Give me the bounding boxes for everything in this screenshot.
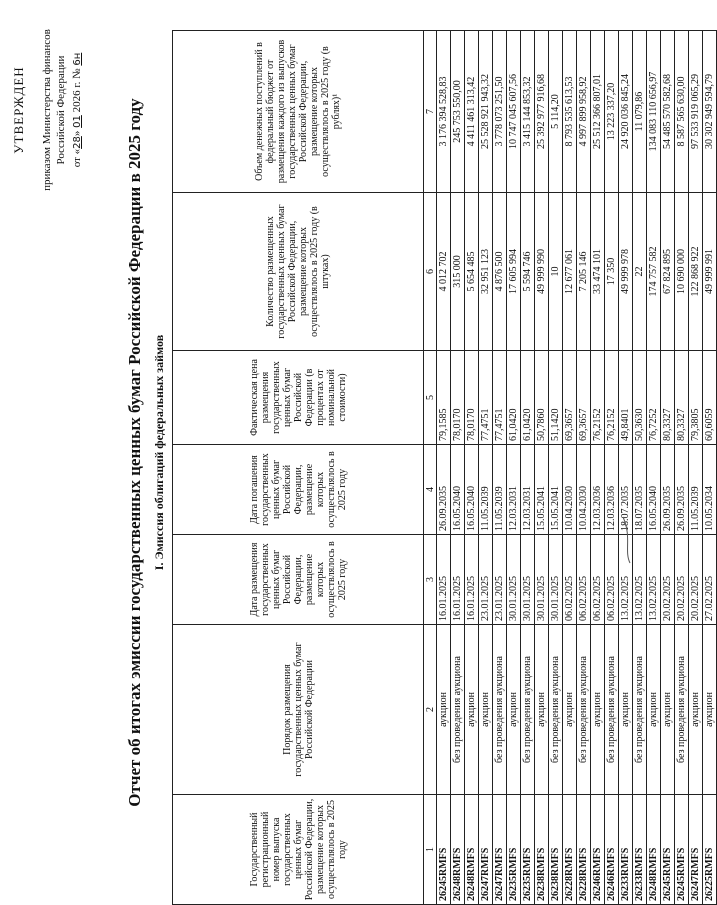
amount-cell: 8 587 565 630,00 <box>675 31 689 193</box>
price-cell: 78,0170 <box>451 351 465 445</box>
table-row <box>577 31 591 905</box>
price-cell: 80,3327 <box>675 351 689 445</box>
reg-number-cell: 26245RMFS <box>437 795 451 905</box>
maturity-date-cell: 11.05.2039 <box>493 445 507 535</box>
section-title: I. Эмиссия облигаций федеральных займов <box>152 334 166 571</box>
table-row <box>437 31 451 905</box>
placement-date-cell: 20.02.2025 <box>689 535 703 625</box>
maturity-date-cell: 16.05.2040 <box>647 445 661 535</box>
placement-date-cell: 16.01.2025 <box>437 535 451 625</box>
reg-number-cell: 26248RMFS <box>647 795 661 905</box>
placement-order-cell: без проведения аукциона <box>605 625 619 795</box>
table-row <box>493 31 507 905</box>
amount-cell: 3 778 073 251,50 <box>493 31 507 193</box>
amount-cell: 25 528 921 943,32 <box>479 31 493 193</box>
quantity-cell: 5 654 485 <box>465 193 479 351</box>
reg-number-cell: 26247RMFS <box>493 795 507 905</box>
amount-cell: 25 512 366 807,01 <box>591 31 605 193</box>
approval-date <box>70 15 85 205</box>
reg-number-cell: 26228RMFS <box>563 795 577 905</box>
maturity-date-cell: 12.03.2036 <box>605 445 619 535</box>
header-cell: Объем денежных поступлений в федеральный бюджет от размещения каждого из выпусков государственных ценных бумаг Российской Федерации, размещение которых осуществлялось в 2025 году (в рублях)¹ <box>173 31 424 193</box>
amount-cell: 5 114,20 <box>549 31 563 193</box>
report-title: Отчет об итогах эмиссии государственных ценных бумаг Российской Федерации в 2025 году <box>125 98 144 807</box>
approval-line-1: приказом Министерства финансов <box>41 29 53 191</box>
approval-line-2: Российской Федерации <box>55 55 67 165</box>
table-row <box>535 31 549 905</box>
price-cell: 61,0420 <box>507 351 521 445</box>
placement-date-cell: 20.02.2025 <box>675 535 689 625</box>
maturity-date-cell: 10.05.2034 <box>703 445 717 535</box>
amount-cell: 245 753 550,00 <box>451 31 465 193</box>
quantity-cell: 7 205 146 <box>577 193 591 351</box>
column-number: 3 <box>424 535 437 625</box>
table-row <box>465 31 479 905</box>
amount-cell: 3 176 394 528,83 <box>437 31 451 193</box>
placement-date-cell: 20.02.2025 <box>661 535 675 625</box>
price-cell: 49,8401 <box>619 351 633 445</box>
approval-title: УТВЕРЖДЕН <box>11 66 26 154</box>
table-row <box>675 31 689 905</box>
placement-date-cell: 06.02.2025 <box>605 535 619 625</box>
amount-cell: 3 415 144 853,32 <box>521 31 535 193</box>
quantity-cell: 174 757 582 <box>647 193 661 351</box>
table-row <box>619 31 633 905</box>
amount-cell: 10 747 045 607,56 <box>507 31 521 193</box>
header-cell: Фактическая цена размещения государственных ценных бумаг Российской Федерации (в процентах от номинальной стоимости) <box>173 351 424 445</box>
maturity-date-cell: 26.09.2035 <box>661 445 675 535</box>
price-cell: 77,4751 <box>493 351 507 445</box>
price-cell: 60,6059 <box>703 351 717 445</box>
maturity-date-cell: 12.03.2031 <box>521 445 535 535</box>
quantity-cell: 49 999 978 <box>619 193 633 351</box>
quantity-cell: 5 594 746 <box>521 193 535 351</box>
table-row <box>689 31 703 905</box>
header-cell: Дата погашения государственных ценных бумаг Российской Федерации, размещение которых осуществлялось в 2025 году <box>173 445 424 535</box>
price-cell: 80,3327 <box>661 351 675 445</box>
placement-date-cell: 13.02.2025 <box>633 535 647 625</box>
placement-order-cell: аукцион <box>507 625 521 795</box>
placement-date-cell: 23.01.2025 <box>493 535 507 625</box>
reg-number-cell: 26233RMFS <box>633 795 647 905</box>
reg-number-cell: 26228RMFS <box>577 795 591 905</box>
date-year: 2026 г. № <box>71 68 83 113</box>
quantity-cell: 32 951 123 <box>479 193 493 351</box>
reg-number-cell: 26225RMFS <box>703 795 717 905</box>
quantity-cell: 4 876 500 <box>493 193 507 351</box>
reg-number-cell: 26245RMFS <box>661 795 675 905</box>
placement-date-cell: 30.01.2025 <box>549 535 563 625</box>
header-cell: Дата размещения государственных ценных бумаг Российской Федерации, размещение которых осуществлялось в 2025 году <box>173 535 424 625</box>
column-number: 6 <box>424 193 437 351</box>
placement-order-cell: аукцион <box>647 625 661 795</box>
maturity-date-cell: 26.09.2035 <box>675 445 689 535</box>
column-number-row <box>424 31 437 905</box>
reg-number-cell: 26247RMFS <box>479 795 493 905</box>
reg-number-cell: 26246RMFS <box>591 795 605 905</box>
table-row <box>647 31 661 905</box>
date-prefix: от « <box>71 148 83 168</box>
quantity-cell: 4 012 702 <box>437 193 451 351</box>
placement-order-cell: без проведения аукциона <box>577 625 591 795</box>
maturity-date-cell: 11.05.2039 <box>689 445 703 535</box>
reg-number-cell: 26247RMFS <box>689 795 703 905</box>
price-cell: 79,1585 <box>437 351 451 445</box>
maturity-date-cell: 11.05.2039 <box>479 445 493 535</box>
placement-order-cell: аукцион <box>563 625 577 795</box>
date-mid: » <box>71 130 83 137</box>
header-cell: Количество размещенных государственных ценных бумаг Российской Федерации, размещение которых осуществлялось в 2025 году (в штуках) <box>173 193 424 351</box>
amount-cell: 97 533 919 065,29 <box>689 31 703 193</box>
quantity-cell: 10 <box>549 193 563 351</box>
placement-date-cell: 23.01.2025 <box>479 535 493 625</box>
table-body <box>437 31 717 905</box>
table-row <box>507 31 521 905</box>
placement-date-cell: 13.02.2025 <box>647 535 661 625</box>
amount-cell: 25 392 977 916,68 <box>535 31 549 193</box>
placement-order-cell: аукцион <box>619 625 633 795</box>
table-row <box>633 31 647 905</box>
table-row <box>521 31 535 905</box>
placement-order-cell: без проведения аукциона <box>633 625 647 795</box>
reg-number-cell: 26235RMFS <box>521 795 535 905</box>
quantity-cell: 17 350 <box>605 193 619 351</box>
price-cell: 76,2152 <box>605 351 619 445</box>
placement-order-cell: аукцион <box>535 625 549 795</box>
reg-number-cell: 26233RMFS <box>619 795 633 905</box>
reg-number-cell: 26248RMFS <box>451 795 465 905</box>
placement-order-cell: без проведения аукциона <box>451 625 465 795</box>
placement-date-cell: 27.02.2025 <box>703 535 717 625</box>
table-row <box>549 31 563 905</box>
amount-cell: 134 083 110 656,97 <box>647 31 661 193</box>
date-day: 28 <box>72 136 83 149</box>
quantity-cell: 315 000 <box>451 193 465 351</box>
quantity-cell: 49 999 991 <box>703 193 717 351</box>
price-cell: 69,3657 <box>563 351 577 445</box>
header-cell: Государственный регистрационный номер выпуска государственных ценных бумаг Российской Федерации, размещение которых осуществлялось в 2025 году <box>173 795 424 905</box>
table-row <box>563 31 577 905</box>
placement-order-cell: аукцион <box>465 625 479 795</box>
amount-cell: 54 485 570 582,68 <box>661 31 675 193</box>
price-cell: 50,3630 <box>633 351 647 445</box>
table-row <box>661 31 675 905</box>
placement-date-cell: 30.01.2025 <box>521 535 535 625</box>
placement-date-cell: 06.02.2025 <box>577 535 591 625</box>
table-wrapper <box>172 30 717 905</box>
price-cell: 77,4751 <box>479 351 493 445</box>
quantity-cell: 33 474 101 <box>591 193 605 351</box>
placement-order-cell: аукцион <box>591 625 605 795</box>
reg-number-cell: 26248RMFS <box>465 795 479 905</box>
price-cell: 76,2152 <box>591 351 605 445</box>
column-number: 1 <box>424 795 437 905</box>
placement-order-cell: без проведения аукциона <box>521 625 535 795</box>
placement-date-cell: 30.01.2025 <box>535 535 549 625</box>
quantity-cell: 12 677 061 <box>563 193 577 351</box>
placement-date-cell: 06.02.2025 <box>591 535 605 625</box>
maturity-date-cell: 15.05.2041 <box>549 445 563 535</box>
reg-number-cell: 26235RMFS <box>507 795 521 905</box>
placement-order-cell: без проведения аукциона <box>549 625 563 795</box>
quantity-cell: 49 999 990 <box>535 193 549 351</box>
amount-cell: 4 411 461 313,42 <box>465 31 479 193</box>
placement-date-cell: 16.01.2025 <box>451 535 465 625</box>
column-number: 5 <box>424 351 437 445</box>
quantity-cell: 10 690 000 <box>675 193 689 351</box>
placement-date-cell: 30.01.2025 <box>507 535 521 625</box>
emission-table <box>172 30 717 905</box>
placement-order-cell: аукцион <box>661 625 675 795</box>
reg-number-cell: 26245RMFS <box>675 795 689 905</box>
placement-order-cell: аукцион <box>689 625 703 795</box>
table-row <box>703 31 717 905</box>
placement-date-cell: 16.01.2025 <box>465 535 479 625</box>
table-row <box>591 31 605 905</box>
quantity-cell: 22 <box>633 193 647 351</box>
placement-date-cell: 13.02.2025 <box>619 535 633 625</box>
price-cell: 51,1420 <box>549 351 563 445</box>
price-cell: 76,7252 <box>647 351 661 445</box>
price-cell: 78,0170 <box>465 351 479 445</box>
placement-order-cell: без проведения аукциона <box>675 625 689 795</box>
column-number: 7 <box>424 31 437 193</box>
pen-mark-icon <box>620 515 634 565</box>
header-row <box>173 31 424 905</box>
placement-order-cell: аукцион <box>437 625 451 795</box>
placement-order-cell: аукцион <box>703 625 717 795</box>
reg-number-cell: 26246RMFS <box>605 795 619 905</box>
amount-cell: 13 223 337,20 <box>605 31 619 193</box>
placement-date-cell: 06.02.2025 <box>563 535 577 625</box>
price-cell: 79,3805 <box>689 351 703 445</box>
reg-number-cell: 26238RMFS <box>549 795 563 905</box>
header-cell: Порядок размещения государственных ценных бумаг Российской Федерации <box>173 625 424 795</box>
approval-block <box>12 15 85 205</box>
table-row <box>451 31 465 905</box>
quantity-cell: 122 868 922 <box>689 193 703 351</box>
reg-number-cell: 26238RMFS <box>535 795 549 905</box>
maturity-date-cell: 16.05.2040 <box>465 445 479 535</box>
amount-cell: 24 920 036 845,24 <box>619 31 633 193</box>
table-row <box>605 31 619 905</box>
maturity-date-cell: 16.05.2040 <box>451 445 465 535</box>
amount-cell: 30 302 949 594,79 <box>703 31 717 193</box>
amount-cell: 11 079,86 <box>633 31 647 193</box>
price-cell: 69,3657 <box>577 351 591 445</box>
maturity-date-cell: 12.03.2036 <box>591 445 605 535</box>
table-row <box>479 31 493 905</box>
maturity-date-cell: 18.07.2035 <box>619 445 633 535</box>
placement-order-cell: аукцион <box>479 625 493 795</box>
maturity-date-cell: 26.09.2035 <box>437 445 451 535</box>
price-cell: 61,0420 <box>521 351 535 445</box>
maturity-date-cell: 10.04.2030 <box>577 445 591 535</box>
price-cell: 50,7860 <box>535 351 549 445</box>
amount-cell: 8 793 535 613,53 <box>563 31 577 193</box>
quantity-cell: 67 824 895 <box>661 193 675 351</box>
date-month: 01 <box>72 115 83 128</box>
placement-order-cell: без проведения аукциона <box>493 625 507 795</box>
maturity-date-cell: 10.04.2030 <box>563 445 577 535</box>
quantity-cell: 17 605 994 <box>507 193 521 351</box>
maturity-date-cell: 15.05.2041 <box>535 445 549 535</box>
maturity-date-cell: 12.03.2031 <box>507 445 521 535</box>
column-number: 2 <box>424 625 437 795</box>
maturity-date-cell: 18.07.2035 <box>633 445 647 535</box>
amount-cell: 4 997 899 958,92 <box>577 31 591 193</box>
order-number: 6н <box>72 52 83 66</box>
column-number: 4 <box>424 445 437 535</box>
